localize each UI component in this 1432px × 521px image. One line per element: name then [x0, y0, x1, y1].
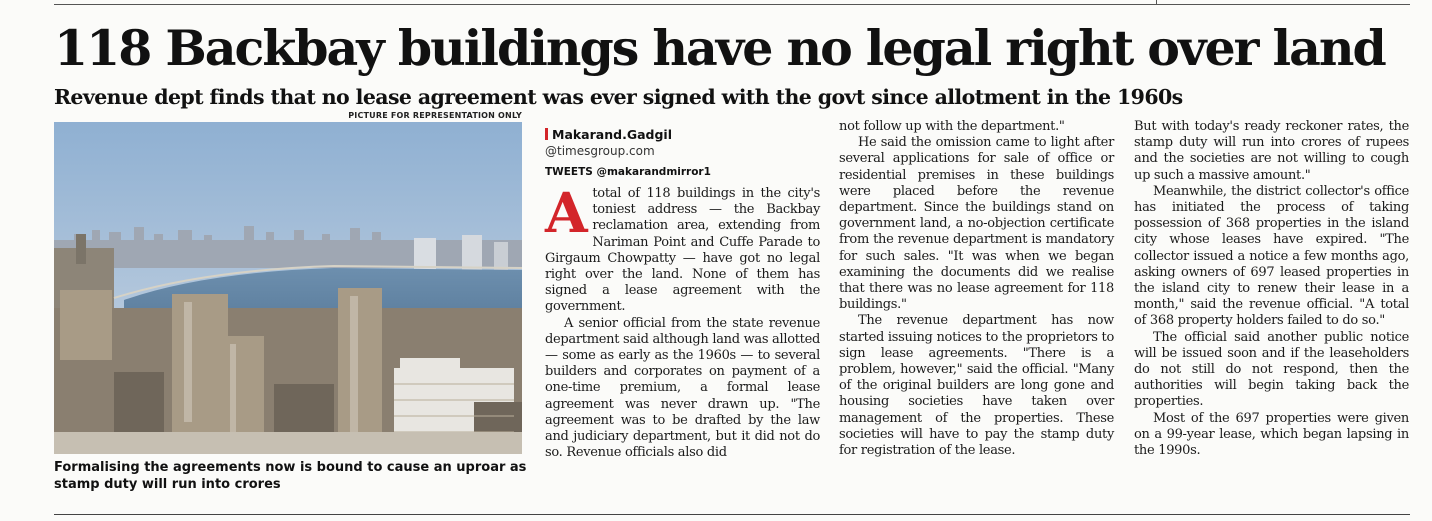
article-paragraph: The official said another public notice will be issued soon and if the leaseholders do not still do not respond, then the authorities will begin taking back the properties.: [1134, 329, 1409, 410]
article-paragraph: not follow up with the department.": [839, 119, 1065, 134]
paragraph-text: total of 118 buildings in the city's toniest address — the Backbay reclamation area, extending from Nariman Point and Cuffe Parade to Girgaum Chowpatty — have got no legal right over the land. None of them has signed a lease agreement with the government.: [545, 186, 820, 315]
author-twitter-handle: TWEETS @makarandmirror1: [545, 166, 711, 178]
article-paragraph: But with today's ready reckoner rates, the stamp duty will run into crores of rupees and the societies are not willing to cough up such a massive amount.": [1134, 119, 1409, 183]
author-email: @timesgroup.com: [545, 144, 655, 158]
bottom-rule: [54, 514, 1410, 515]
city-skyline-photo: [54, 122, 522, 454]
headline: 118 Backbay buildings have no legal right over land: [54, 19, 1385, 77]
top-rule: [54, 4, 1410, 5]
article-paragraph: Meanwhile, the district collector's office has initiated the process of taking possession of 368 properties in the island city whose leases have expired. "The collector issued a notice a few months ago, asking owners of 697 leased properties in the island city to renew their lease in a month," said the revenue official. "A total of 368 property holders failed to do so.": [1134, 183, 1409, 329]
subheadline: Revenue dept finds that no lease agreement was ever signed with the govt since allotment in the 1960s: [54, 85, 1183, 109]
photo-caption: Formalising the agreements now is bound to cause an uproar as stamp duty will run into crores: [54, 460, 527, 492]
article-paragraph: The revenue department has now started issuing notices to the proprietors to sign lease agreements. "There is a problem, however," said the official. "Many of the original builders are long gone and housing societies have taken over management of the properties. These societies will have to pay the stamp duty for registration of the lease.: [839, 313, 1114, 459]
author-name: Makarand.Gadgil: [552, 127, 672, 142]
article-paragraph: [545, 180, 820, 316]
byline: [545, 124, 825, 158]
article-paragraph: Most of the 697 properties were given on a 99-year lease, which began lapsing in the 1990s.: [1134, 410, 1409, 459]
article-column-3: [1134, 119, 1409, 459]
photo-credit: PICTURE FOR REPRESENTATION ONLY: [348, 111, 522, 120]
article-paragraph: He said the omission came to light after several applications for sale of office or residential premises in these buildings were placed before the revenue department. Since the buildings stand on government land, a no-objection certificate from the revenue department is mandatory for such sales. "It was when we began examining the documents did we realise that there was no lease agreement for 118 buildings.": [839, 135, 1114, 313]
article-column-1: [545, 180, 821, 461]
byline-accent-bar: [545, 128, 548, 140]
top-rule-tick: [1156, 0, 1157, 5]
article-paragraph: A senior official from the state revenue department said although land was allotted — some as early as the 1960s — to several builders and corporates on payment of a one-time premium, a formal lease agreement was never drawn up. "The agreement was to be drafted by the law and judiciary department, but it did not do so. Revenue officials also did: [545, 315, 821, 461]
article-column-2: [839, 119, 1114, 459]
drop-cap: A: [545, 180, 588, 245]
